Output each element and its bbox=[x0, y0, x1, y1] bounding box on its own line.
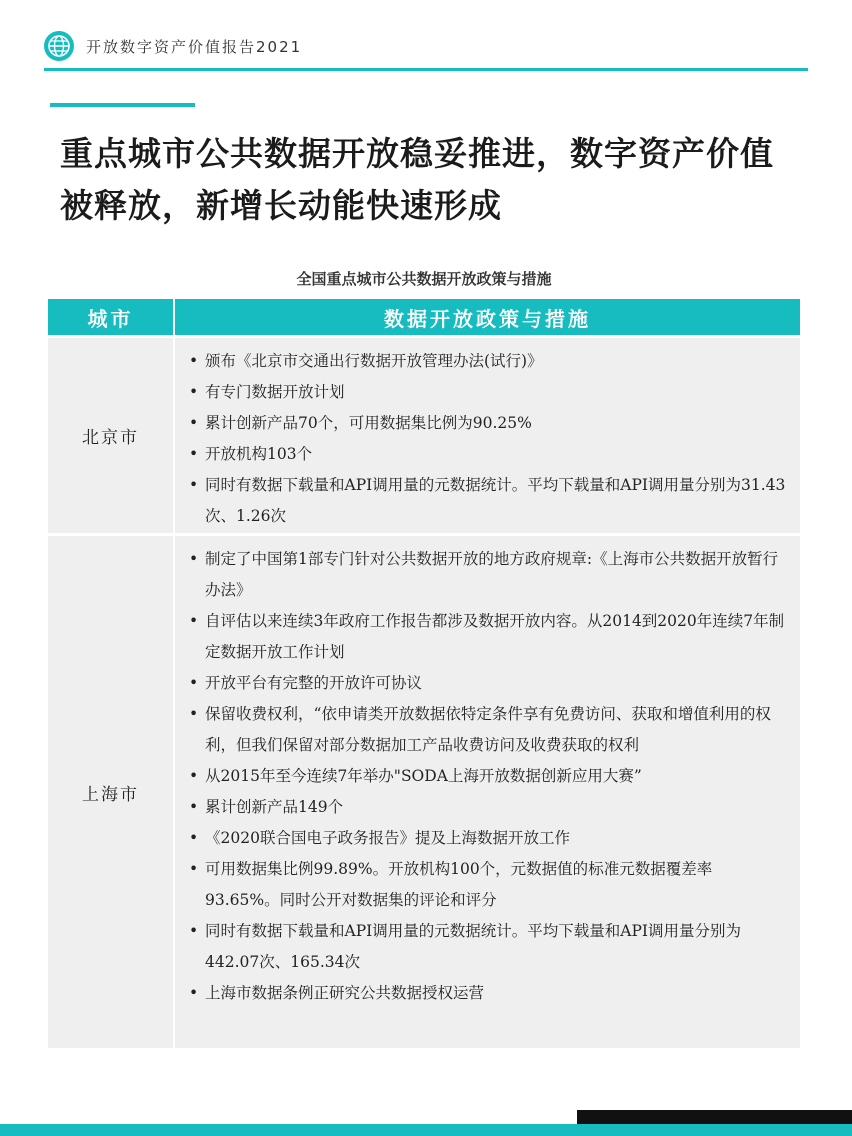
list-item: • 累计创新产品70个，可用数据集比例为90.25% bbox=[185, 408, 786, 439]
list-item: • 累计创新产品149个 bbox=[185, 792, 786, 823]
table-row bbox=[48, 536, 800, 1048]
header-city: 城市 bbox=[48, 299, 173, 335]
policy-cell bbox=[175, 338, 800, 533]
list-item: • 《2020联合国电子政务报告》提及上海数据开放工作 bbox=[185, 823, 786, 854]
table-caption: 全国重点城市公共数据开放政策与措施 bbox=[296, 270, 552, 288]
list-item: • 有专门数据开放计划 bbox=[185, 377, 786, 408]
page-title: 重点城市公共数据开放稳妥推进，数字资产价值被释放，新增长动能快速形成 bbox=[60, 134, 774, 225]
title-accent-bar bbox=[50, 103, 195, 107]
list-item: • 从2015年至今连续7年举办"SODA上海开放数据创新应用大赛” bbox=[185, 761, 786, 792]
header-policy: 数据开放政策与措施 bbox=[175, 299, 800, 335]
footer-dark-bar bbox=[577, 1110, 852, 1124]
header-divider bbox=[44, 68, 808, 71]
table-row bbox=[48, 338, 800, 533]
list-item: • 颁布《北京市交通出行数据开放管理办法(试行)》 bbox=[185, 346, 786, 377]
list-item: • 上海市数据条例正研究公共数据授权运营 bbox=[185, 978, 786, 1009]
city-cell: 上海市 bbox=[48, 536, 173, 1048]
report-header bbox=[44, 30, 302, 62]
list-item: • 同时有数据下载量和API调用量的元数据统计。平均下载量和API调用量分别为31.43次、1.26次 bbox=[185, 470, 786, 532]
footer-accent-bar bbox=[0, 1124, 852, 1136]
list-item: • 同时有数据下载量和API调用量的元数据统计。平均下载量和API调用量分别为442.07次、165.34次 bbox=[185, 916, 786, 978]
table-header-row bbox=[48, 299, 800, 335]
list-item: • 开放平台有完整的开放许可协议 bbox=[185, 668, 786, 699]
list-item: • 制定了中国第1部专门针对公共数据开放的地方政府规章:《上海市公共数据开放暂行办法》 bbox=[185, 544, 786, 606]
policy-table bbox=[48, 299, 800, 1048]
globe-icon bbox=[44, 31, 74, 61]
policy-cell bbox=[175, 536, 800, 1048]
city-cell: 北京市 bbox=[48, 338, 173, 533]
report-title: 开放数字资产价值报告2021 bbox=[86, 37, 303, 56]
list-item: • 自评估以来连续3年政府工作报告都涉及数据开放内容。从2014到2020年连续7年制定数据开放工作计划 bbox=[185, 606, 786, 668]
list-item: • 可用数据集比例99.89%。开放机构100个，元数据值的标准元数据覆差率93.65%。同时公开对数据集的评论和评分 bbox=[185, 854, 786, 916]
list-item: • 保留收费权利，“依申请类开放数据依特定条件享有免费访问、获取和增值利用的权利，但我们保留对部分数据加工产品收费访问及收费获取的权利 bbox=[185, 699, 786, 761]
list-item: • 开放机构103个 bbox=[185, 439, 786, 470]
